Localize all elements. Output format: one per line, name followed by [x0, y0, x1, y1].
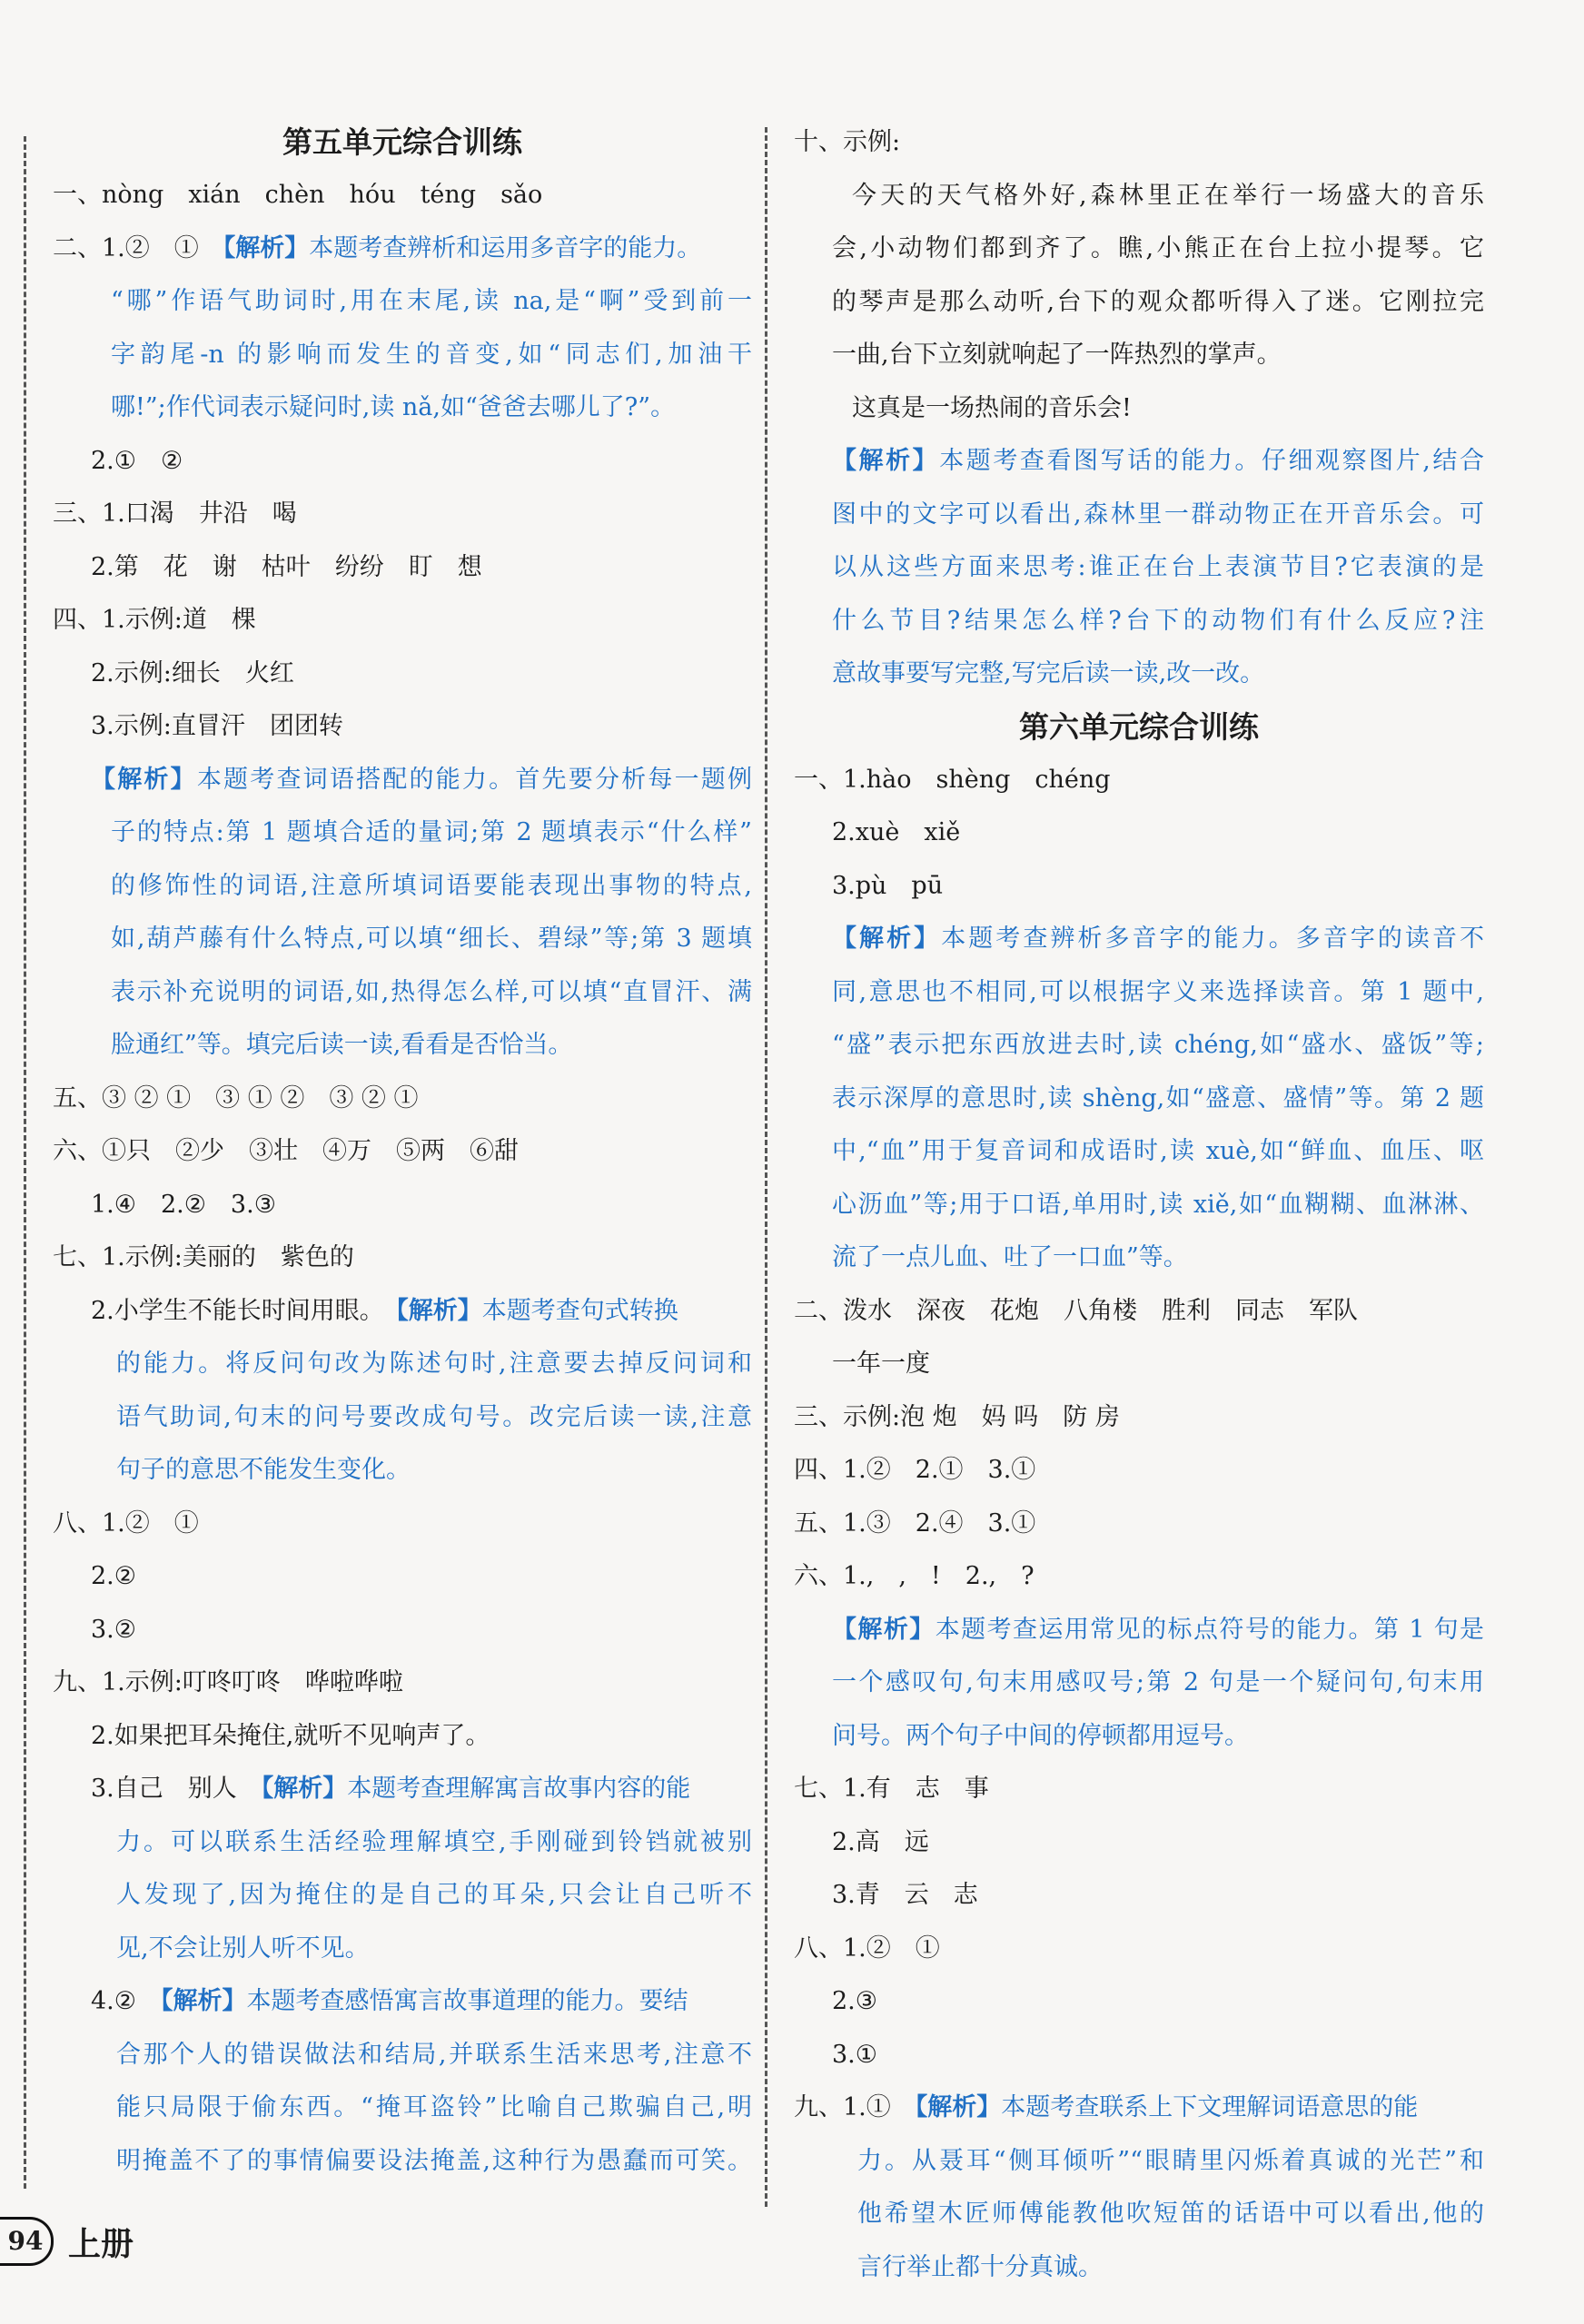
- analysis-tag: 【解析】: [91, 765, 197, 794]
- answer-text: 五、1.③ 2.④ 3.①: [794, 1508, 1036, 1538]
- answer-text: 七、1.示例:美丽的 紫色的: [53, 1243, 354, 1271]
- answer-line: [53, 2135, 752, 2189]
- answer-line: [794, 435, 1484, 489]
- analysis-text: 明掩盖不了的事情偏要设法掩盖,这种行为愚蠢而可笑。: [116, 2146, 752, 2175]
- answer-line: [794, 329, 1484, 382]
- answer-line: [794, 966, 1484, 1020]
- answer-line: [53, 1391, 752, 1445]
- analysis-tag: 【解析】: [832, 1615, 936, 1644]
- answer-line: [53, 1550, 752, 1604]
- analysis-tag: 【解析】: [396, 1296, 482, 1325]
- answer-line: [794, 1019, 1484, 1073]
- answer-line: [53, 1073, 752, 1126]
- answer-line: [794, 1444, 1484, 1498]
- answer-line: [53, 1179, 752, 1232]
- analysis-text: 中,“血”用于复音词和成语时,读 xuè,如“鲜血、血压、呕: [832, 1137, 1484, 1165]
- answer-text: 会,小动物们都到齐了。瞧,小熊正在台上拉小提琴。它: [832, 234, 1484, 262]
- analysis-text: 什么节目?结果怎么样?台下的动物们有什么反应?注: [832, 606, 1484, 635]
- answer-line: [53, 1019, 752, 1073]
- analysis-text: 问号。两个句子中间的停顿都用逗号。: [832, 1721, 1249, 1750]
- answer-line: [53, 1444, 752, 1498]
- answer-line: [53, 806, 752, 860]
- analysis-text: 人发现了,因为掩住的是自己的耳朵,只会让自己听不: [116, 1881, 752, 1909]
- answer-line: [53, 754, 752, 807]
- answer-line: [794, 595, 1484, 648]
- answer-line: [53, 169, 752, 223]
- analysis-text: 的能力。将反问句改为陈述句时,注意要去掉反问词和: [116, 1350, 752, 1378]
- answer-text: 3.青 云 志: [832, 1881, 978, 1909]
- answer-text: 四、1.② 2.① 3.①: [794, 1456, 1036, 1484]
- answer-line: [53, 1923, 752, 1976]
- answer-line: [53, 1338, 752, 1391]
- analysis-text: 本题考查理解寓言故事内容的能: [347, 1775, 691, 1803]
- volume-label: 上册: [68, 2225, 134, 2263]
- answer-line: [794, 170, 1484, 223]
- answer-line: [53, 1975, 752, 2029]
- answer-text: 九、1.①: [794, 2093, 916, 2121]
- answer-text: 2.① ②: [91, 446, 183, 475]
- answer-text: 一、1.hào shèng chéng: [794, 765, 1111, 794]
- answer-text: 七、1.有 志 事: [794, 1775, 989, 1803]
- analysis-tag: 【解析】: [832, 447, 940, 475]
- answer-text: 2.如果把耳朵掩住,就听不见响声了。: [91, 1721, 490, 1750]
- answer-text: 3.①: [832, 2040, 877, 2069]
- analysis-text: 心沥血”等;用于口语,单用时,读 xiě,如“血糊糊、血淋淋、: [832, 1190, 1484, 1219]
- analysis-text: 字韵尾-n 的影响而发生的音变,如“同志们,加油干: [111, 340, 752, 369]
- answer-text: 2.高 远: [832, 1827, 929, 1856]
- answer-line: [53, 966, 752, 1020]
- answer-line: [794, 276, 1484, 330]
- answer-line: [794, 541, 1484, 595]
- analysis-tag: 【解析】: [832, 925, 942, 953]
- answer-line: [53, 1656, 752, 1710]
- column-divider-dashed-line: [765, 127, 767, 2207]
- answer-line: [794, 754, 1484, 807]
- answer-line: [794, 2082, 1484, 2135]
- answer-text: 一年一度: [832, 1350, 930, 1378]
- answer-line: [794, 1125, 1484, 1179]
- right-column: [794, 116, 1484, 2294]
- answer-line: [53, 223, 752, 276]
- answer-line: [794, 1923, 1484, 1976]
- answer-line: [53, 860, 752, 914]
- page-footer: [0, 2214, 134, 2269]
- analysis-text: 哪!”;作代词表示疑问时,读 nǎ,如“爸爸去哪儿了?”。: [111, 393, 676, 421]
- unit5-answers-continued: [794, 116, 1484, 701]
- answer-line: [794, 1869, 1484, 1923]
- answer-line: [53, 2029, 752, 2082]
- answer-text: 四、1.示例:道 棵: [53, 606, 256, 634]
- analysis-text: 意故事要写完整,写完后读一读,改一改。: [832, 659, 1265, 687]
- answer-line: [53, 1816, 752, 1870]
- answer-line: [53, 2082, 752, 2135]
- answer-text: 2.第 花 谢 枯叶 纷纷 盯 想: [91, 552, 482, 581]
- answer-line: [53, 1710, 752, 1764]
- answer-line: [53, 700, 752, 754]
- analysis-text: 语气助词,句末的问号要改成句号。改完后读一读,注意: [116, 1402, 752, 1431]
- answer-line: [794, 223, 1484, 276]
- answer-text: 2.小学生不能长时间用眼。: [91, 1296, 397, 1325]
- analysis-text: 本题考查词语搭配的能力。首先要分析每一题例: [196, 765, 752, 794]
- answer-line: [53, 594, 752, 648]
- answer-text: 3.示例:直冒汗 团团转: [91, 712, 343, 740]
- answer-line: [794, 806, 1484, 860]
- analysis-text: 他希望木匠师傅能教他吹短笛的话语中可以看出,他的: [857, 2200, 1484, 2228]
- page-number: 94: [0, 2217, 54, 2266]
- answer-text: 2.③: [832, 1987, 877, 2015]
- analysis-text: 本题考查辨析和运用多音字的能力。: [309, 233, 702, 262]
- answer-text: 4.②: [91, 1987, 161, 2015]
- answer-text: 1.④ 2.② 3.③: [91, 1190, 276, 1219]
- answer-text: 八、1.② ①: [53, 1508, 199, 1538]
- answer-text: 三、示例:泡 炮 妈 吗 防 房: [794, 1402, 1120, 1431]
- analysis-text: 见,不会让别人听不见。: [116, 1933, 370, 1963]
- answer-line: [53, 275, 752, 329]
- answer-line: [53, 913, 752, 966]
- unit5-answers: [53, 169, 752, 2188]
- analysis-text: 子的特点:第 1 题填合适的量词;第 2 题填表示“什么样”: [111, 818, 752, 846]
- answer-text: 二、1.② ①: [53, 233, 223, 262]
- answer-line: [53, 1285, 752, 1339]
- analysis-text: 同,意思也不相同,可以根据字义来选择读音。第 1 题中,: [832, 977, 1484, 1006]
- analysis-text: “哪”作语气助词时,用在末尾,读 na,是“啊”受到前一: [111, 287, 752, 315]
- answer-line: [794, 1656, 1484, 1710]
- answer-text: 2.示例:细长 火红: [91, 658, 294, 687]
- analysis-text: 能只局限于偷东西。“掩耳盗铃”比喻自己欺骗自己,明: [116, 2093, 752, 2121]
- unit6-title: 第六单元综合训练: [1019, 708, 1259, 745]
- answer-line: [794, 489, 1484, 542]
- answer-text: 的琴声是那么动听,台下的观众都听得入了迷。它刚拉完: [832, 287, 1484, 316]
- analysis-text: 脸通红”等。填完后读一读,看看是否恰当。: [111, 1031, 573, 1059]
- answer-line: [53, 329, 752, 382]
- analysis-text: 本题考查看图写话的能力。仔细观察图片,结合: [939, 447, 1484, 475]
- answer-line: [794, 1975, 1484, 2029]
- answer-line: [53, 1604, 752, 1657]
- answer-text: 3.②: [91, 1615, 136, 1644]
- analysis-tag: 【解析】: [160, 1987, 247, 2015]
- answer-line: [53, 1763, 752, 1816]
- analysis-text: 合那个人的错误做法和结局,并联系生活来思考,注意不: [116, 2040, 752, 2069]
- analysis-text: 本题考查辨析多音字的能力。多音字的读音不: [941, 925, 1484, 953]
- answer-line: [794, 860, 1484, 914]
- answer-line: [794, 1231, 1484, 1285]
- answer-line: [53, 1231, 752, 1285]
- answer-text: 2.②: [91, 1562, 136, 1590]
- answer-line: [53, 648, 752, 701]
- answer-line: [794, 116, 1484, 170]
- analysis-tag: 【解析】: [223, 233, 310, 262]
- analysis-text: 表示深厚的意思时,读 shèng,如“盛意、盛情”等。第 2 题: [832, 1083, 1484, 1113]
- analysis-text: 句子的意思不能发生变化。: [116, 1456, 411, 1484]
- answer-line: [53, 1125, 752, 1179]
- answer-line: [794, 1391, 1484, 1445]
- analysis-tag: 【解析】: [915, 2093, 1002, 2121]
- analysis-text: 以从这些方面来思考:谁正在台上表演节目?它表演的是: [832, 553, 1484, 581]
- answer-line: [53, 435, 752, 489]
- answer-text: 九、1.示例:叮咚叮咚 哗啦哗啦: [53, 1668, 403, 1696]
- analysis-text: 流了一点儿血、吐了一口血”等。: [832, 1243, 1188, 1271]
- answer-text: 三、1.口渴 井沿 喝: [53, 499, 297, 528]
- answer-text: 今天的天气格外好,森林里正在举行一场盛大的音乐: [852, 181, 1484, 210]
- answer-line: [53, 488, 752, 541]
- answer-line: [794, 913, 1484, 966]
- answer-text: 2.xuè xiě: [832, 818, 961, 846]
- analysis-text: “盛”表示把东西放进去时,读 chéng,如“盛水、盛饭”等;: [832, 1031, 1484, 1059]
- left-margin-dashed-line: [24, 136, 26, 2189]
- analysis-text: 本题考查运用常见的标点符号的能力。第 1 句是: [935, 1615, 1484, 1644]
- answer-line: [794, 1179, 1484, 1232]
- analysis-text: 一个感叹句,句末用感叹号;第 2 句是一个疑问句,句末用: [832, 1668, 1484, 1696]
- answer-line: [794, 1498, 1484, 1551]
- answer-line: [794, 1604, 1484, 1657]
- answer-text: 一曲,台下立刻就响起了一阵热烈的掌声。: [832, 341, 1282, 369]
- analysis-text: 力。可以联系生活经验理解填空,手刚碰到铃铛就被别: [116, 1827, 752, 1856]
- answer-line: [794, 2135, 1484, 2189]
- analysis-text: 本题考查感悟寓言故事道理的能力。要结: [246, 1987, 688, 2015]
- analysis-text: 言行举止都十分真诚。: [857, 2252, 1103, 2281]
- answer-text: 3.pù pū: [832, 871, 944, 900]
- analysis-text: 力。从聂耳“侧耳倾听”“眼睛里闪烁着真诚的光芒”和: [857, 2146, 1484, 2175]
- answer-line: [794, 382, 1484, 436]
- answer-line: [794, 2188, 1484, 2241]
- answer-text: 六、1., , ! 2., ?: [794, 1562, 1035, 1590]
- answer-line: [794, 648, 1484, 701]
- answer-line: [53, 381, 752, 435]
- answer-line: [794, 1816, 1484, 1870]
- answer-text: 这真是一场热闹的音乐会!: [852, 393, 1132, 422]
- analysis-text: 如,葫芦藤有什么特点,可以填“细长、碧绿”等;第 3 题填: [111, 925, 752, 953]
- answer-line: [794, 1073, 1484, 1126]
- answer-text: 十、示例:: [794, 128, 901, 156]
- unit6-answers: [794, 754, 1484, 2295]
- answer-line: [794, 1763, 1484, 1816]
- answer-text: 五、③ ② ① ③ ① ② ③ ② ①: [53, 1083, 419, 1113]
- answer-line: [53, 1869, 752, 1923]
- answer-text: 六、①只 ②少 ③壮 ④万 ⑤两 ⑥甜: [53, 1137, 519, 1165]
- answer-line: [794, 1550, 1484, 1604]
- answer-line: [794, 1285, 1484, 1339]
- analysis-tag: 【解析】: [261, 1775, 348, 1803]
- answer-line: [794, 2241, 1484, 2295]
- answer-text: 八、1.② ①: [794, 1933, 940, 1963]
- answer-text: 一、nòng xián chèn hóu téng sǎo: [53, 181, 543, 209]
- analysis-text: 本题考查句式转换: [481, 1296, 678, 1325]
- answer-line: [794, 1338, 1484, 1391]
- left-column: [53, 116, 752, 2188]
- answer-line: [53, 1498, 752, 1551]
- analysis-text: 本题考查联系上下文理解词语意思的能: [1001, 2093, 1419, 2121]
- answer-text: 二、泼水 深夜 花炮 八角楼 胜利 同志 军队: [794, 1296, 1358, 1325]
- answer-text: 3.自己 别人: [91, 1775, 262, 1803]
- unit5-title: 第五单元综合训练: [282, 124, 522, 160]
- answer-line: [794, 1710, 1484, 1764]
- analysis-text: 表示补充说明的词语,如,热得怎么样,可以填“直冒汗、满: [111, 977, 752, 1006]
- answer-line: [794, 2029, 1484, 2082]
- analysis-text: 图中的文字可以看出,森林里一群动物正在开音乐会。可: [832, 499, 1484, 529]
- analysis-text: 的修饰性的词语,注意所填词语要能表现出事物的特点,: [111, 871, 752, 900]
- answer-line: [53, 541, 752, 595]
